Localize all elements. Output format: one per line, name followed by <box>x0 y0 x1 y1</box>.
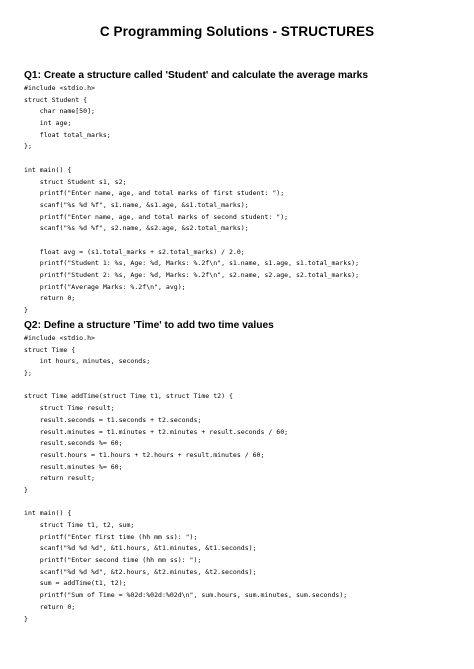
code-line: struct Student { <box>24 95 88 104</box>
question-2-heading: Q2: Define a structure 'Time' to add two time values <box>24 320 274 331</box>
code-line <box>24 235 359 247</box>
code-line: } <box>24 614 28 623</box>
code-line: int main() { <box>24 509 72 518</box>
code-line: struct Student s1, s2; <box>24 177 127 186</box>
code-line <box>24 380 347 392</box>
code-line: scanf("%d %d %d", &t1.hours, &t1.minutes, &t1.seconds); <box>24 544 257 553</box>
code-line: result.seconds = t1.seconds + t2.seconds; <box>24 415 202 424</box>
code-line: } <box>24 306 28 315</box>
code-line: return result; <box>24 474 95 483</box>
code-line: printf("Sum of Time = %02d:%02d:%02d\n", sum.hours, sum.minutes, sum.seconds); <box>24 591 348 600</box>
code-line: printf("Enter name, age, and total marks of first student: "); <box>24 189 285 198</box>
code-line: result.minutes %= 60; <box>24 462 123 471</box>
code-line: float avg = (s1.total_marks + s2.total_marks) / 2.0; <box>24 247 245 256</box>
code-line: printf("Student 2: %s, Age: %d, Marks: %.2f\n", s2.name, s2.age, s2.total_marks); <box>24 271 360 279</box>
code-line: printf("Average Marks: %.2f\n", avg); <box>24 282 186 291</box>
code-line: result.minutes = t1.minutes + t2.minutes + result.seconds / 60; <box>24 427 289 436</box>
code-line: return 0; <box>24 294 76 303</box>
code-line: #include <stdio.h> <box>24 334 95 342</box>
code-line: int age; <box>24 119 72 128</box>
code-line: int main() { <box>24 165 72 174</box>
code-line: char name[50]; <box>24 107 95 116</box>
code-line: struct Time { <box>24 345 76 354</box>
code-line: scanf("%s %d %f", s2.name, &s2.age, &s2.total_marks); <box>24 224 249 233</box>
code-line: }; <box>24 369 32 378</box>
code-line: struct Time addTime(struct Time t1, struct Time t2) { <box>24 392 233 401</box>
code-line: struct Time result; <box>24 404 115 413</box>
code-line: scanf("%d %d %d", &t2.hours, &t2.minutes, &t2.seconds); <box>24 567 257 576</box>
code-line: int hours, minutes, seconds; <box>24 357 151 366</box>
code-line: result.seconds %= 60; <box>24 439 123 448</box>
code-line: printf("Enter first time (hh mm ss): "); <box>24 532 198 541</box>
code-line: } <box>24 485 28 494</box>
code-line: #include <stdio.h> <box>24 84 95 92</box>
code-line: }; <box>24 142 32 151</box>
question-1-code-block <box>24 83 359 317</box>
question-1-heading: Q1: Create a structure called 'Student' and calculate the average marks <box>24 70 368 81</box>
code-line: scanf("%s %d %f", s1.name, &s1.age, &s1.total_marks); <box>24 200 249 209</box>
code-line: printf("Enter second time (hh mm ss): "); <box>24 556 202 565</box>
question-2-code-block <box>24 333 347 625</box>
code-line: printf("Student 1: %s, Age: %d, Marks: %.2f\n", s1.name, s1.age, s1.total_marks); <box>24 259 360 268</box>
code-line: float total_marks; <box>24 130 111 139</box>
code-line <box>24 497 347 509</box>
document-title: C Programming Solutions - STRUCTURES <box>99 24 375 39</box>
code-line: struct Time t1, t2, sum; <box>24 521 135 529</box>
code-line: return 0; <box>24 602 76 611</box>
code-line <box>24 153 359 165</box>
code-line: printf("Enter name, age, and total marks of second student: "); <box>24 212 289 221</box>
code-line: result.hours = t1.hours + t2.hours + result.minutes / 60; <box>24 450 265 459</box>
code-line: sum = addTime(t1, t2); <box>24 579 127 588</box>
